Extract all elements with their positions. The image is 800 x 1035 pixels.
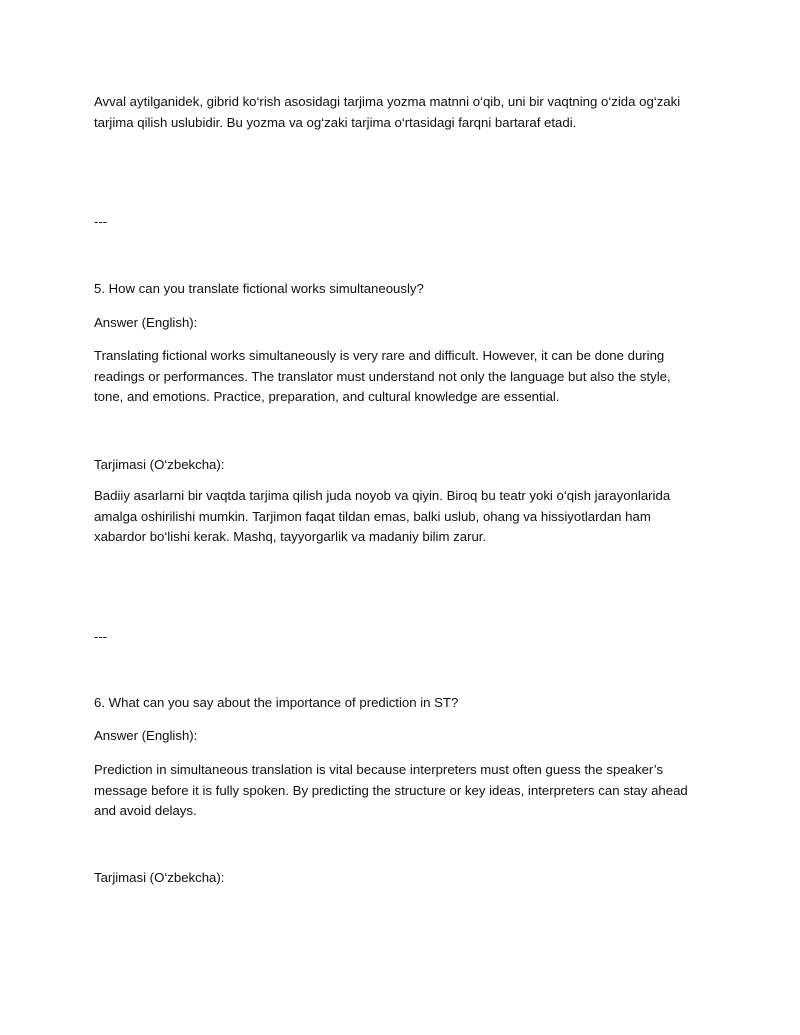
separator-2: --- — [94, 629, 108, 644]
intro-paragraph: Avval aytilganidek, gibrid ko‘rish asosidagi tarjima yozma matnni o‘qib, uni bir vaqtning o‘zida og‘zaki tarjima qilish uslubidir. Bu yozma va og‘zaki tarjima o‘rtasidagi farqni bartaraf etadi. — [94, 94, 684, 130]
translation-text-5: Badiiy asarlarni bir vaqtda tarjima qilish juda noyob va qiyin. Biroq bu teatr yoki o‘qish jarayonlarida amalga oshirilishi mumkin. Tarjimon faqat tildan emas, balki uslub, ohang va hissiyotlardan ham xabardor bo‘lishi kerak. Mashq, tayyorgarlik va madaniy bilim zarur. — [94, 488, 674, 544]
answer-text-6: Prediction in simultaneous translation is vital because interpreters must often guess the speaker’s message before it is fully spoken. By predicting the structure or key ideas, interpreters can stay ahead and avoid delays. — [94, 762, 692, 818]
answer-text-5: Translating fictional works simultaneously is very rare and difficult. However, it can be done during readings or performances. The translator must understand not only the language but also the style, tone, and emotions. Practice, preparation, and cultural knowledge are essential. — [94, 348, 675, 404]
question-6: 6. What can you say about the importance of prediction in ST? — [94, 695, 459, 710]
answer-label-5: Answer (English): — [94, 315, 198, 330]
translation-label-5: Tarjimasi (O‘zbekcha): — [94, 457, 225, 472]
answer-label-6: Answer (English): — [94, 728, 198, 743]
question-5: 5. How can you translate fictional works simultaneously? — [94, 281, 424, 296]
translation-label-6: Tarjimasi (O‘zbekcha): — [94, 870, 225, 885]
separator-1: --- — [94, 214, 108, 229]
